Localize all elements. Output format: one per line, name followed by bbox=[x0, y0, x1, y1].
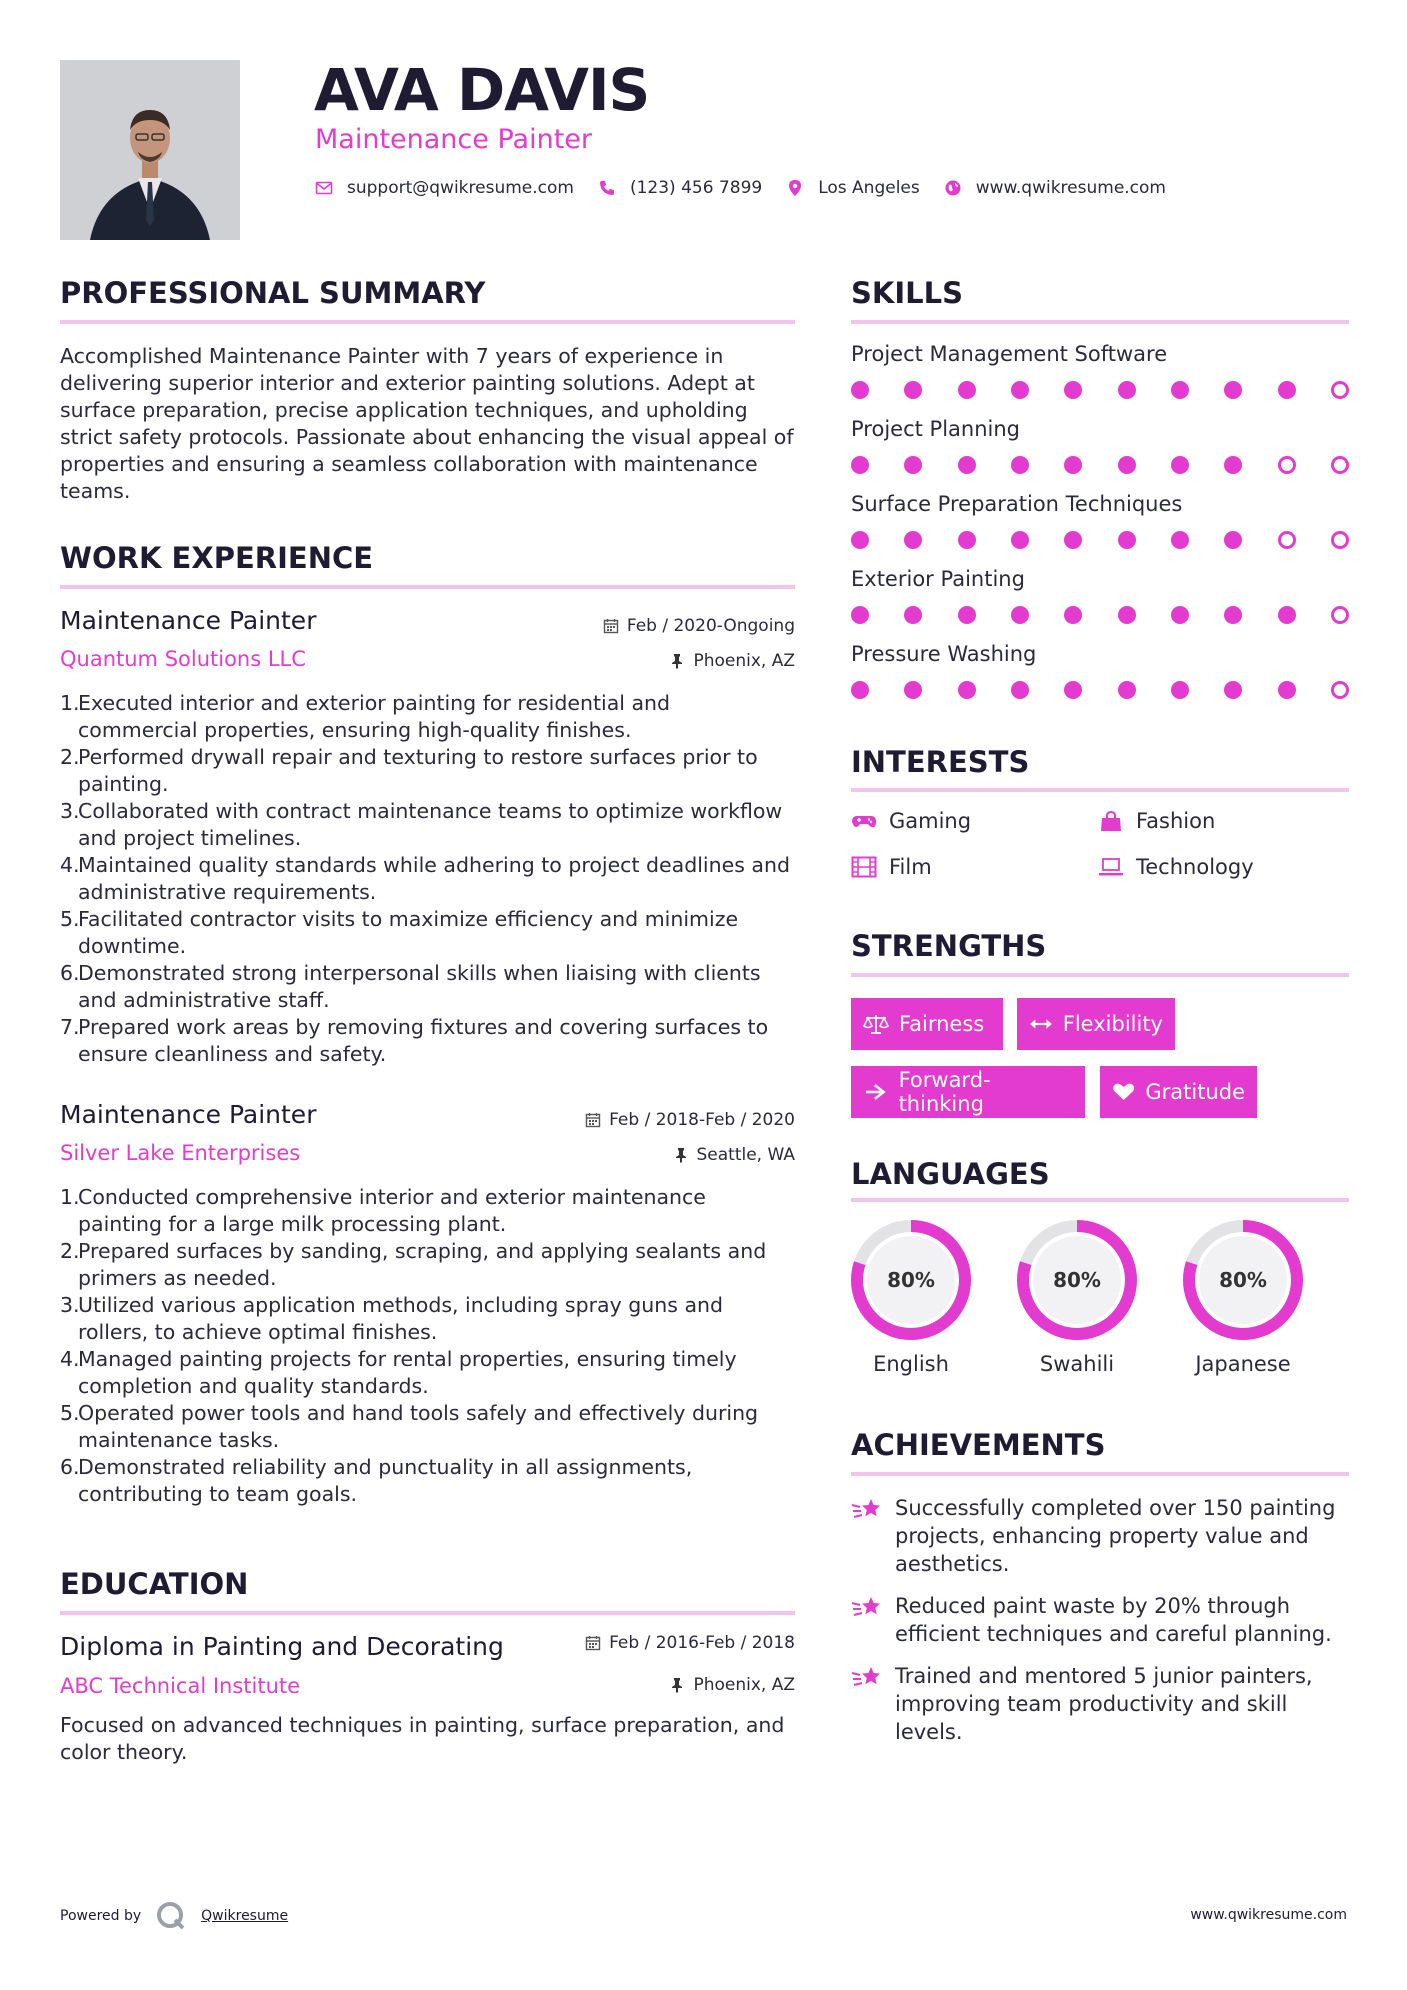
skill-dot-filled bbox=[1064, 606, 1082, 624]
skill-name: Project Management Software bbox=[851, 342, 1168, 366]
skill-dot-filled bbox=[1278, 606, 1296, 624]
contact-phone[interactable] bbox=[598, 178, 762, 198]
list-item: Conducted comprehensive interior and exterior maintenance painting for a large milk processing plant. bbox=[78, 1185, 706, 1236]
job-location bbox=[535, 1145, 795, 1165]
job-dates bbox=[535, 616, 795, 636]
phone-text: (123) 456 7899 bbox=[629, 178, 763, 198]
skill-dot-empty bbox=[1331, 456, 1349, 474]
location-text: Los Angeles bbox=[818, 178, 920, 198]
language-gauge bbox=[849, 1218, 973, 1342]
job-bullets bbox=[60, 690, 795, 1068]
skill-dot-filled bbox=[958, 381, 976, 399]
skill-dot-empty bbox=[1331, 606, 1349, 624]
skill-dot-filled bbox=[1171, 456, 1189, 474]
interest-label: Technology bbox=[1136, 855, 1254, 879]
job-location-text: Seattle, WA bbox=[696, 1145, 795, 1165]
film-icon bbox=[851, 856, 877, 878]
skill-rating bbox=[851, 681, 1349, 699]
achievement-text: Trained and mentored 5 junior painters, improving team productivity and skill levels. bbox=[895, 1664, 1313, 1744]
strength-tag bbox=[851, 1066, 1085, 1118]
interest-label: Gaming bbox=[889, 809, 972, 833]
language-item bbox=[1181, 1218, 1305, 1376]
list-item: Operated power tools and hand tools safely and effectively during maintenance tasks. bbox=[78, 1401, 759, 1452]
footer-powered-by bbox=[60, 1900, 288, 1932]
list-item: Utilized various application methods, including spray guns and rollers, to achieve optimal finishes. bbox=[78, 1293, 724, 1344]
skill-dot-filled bbox=[1011, 681, 1029, 699]
job-dates-text: Feb / 2018-Feb / 2020 bbox=[609, 1110, 795, 1130]
strength-tag bbox=[851, 998, 1003, 1050]
skill-dot-filled bbox=[958, 606, 976, 624]
strength-label: Flexibility bbox=[1062, 1012, 1163, 1036]
globe-icon bbox=[944, 179, 962, 197]
school-name: ABC Technical Institute bbox=[60, 1674, 301, 1698]
skill-dot-filled bbox=[1064, 381, 1082, 399]
skill-dot-filled bbox=[1224, 531, 1242, 549]
arrows-horizontal-icon bbox=[1029, 1013, 1053, 1035]
website-text: www.qwikresume.com bbox=[975, 178, 1166, 198]
profile-photo bbox=[60, 60, 240, 240]
shopping-bag-icon bbox=[1098, 810, 1124, 832]
job-location-text: Phoenix, AZ bbox=[693, 651, 795, 671]
interests-divider bbox=[851, 788, 1349, 792]
list-item: Facilitated contractor visits to maximize efficiency and minimize downtime. bbox=[78, 907, 739, 958]
skill-dot-empty bbox=[1331, 381, 1349, 399]
candidate-title: Maintenance Painter bbox=[315, 124, 592, 155]
contact-email[interactable] bbox=[315, 178, 574, 198]
education-dates bbox=[535, 1633, 795, 1653]
skill-dot-filled bbox=[1118, 531, 1136, 549]
list-item: Managed painting projects for rental properties, ensuring timely completion and quality standards. bbox=[78, 1347, 737, 1398]
achievement-item bbox=[851, 1662, 1361, 1746]
skill-name: Project Planning bbox=[851, 417, 1020, 441]
email-text: support@qwikresume.com bbox=[347, 178, 574, 198]
list-item: Prepared surfaces by sanding, scraping, and applying sealants and primers as needed. bbox=[78, 1239, 767, 1290]
strengths-heading: STRENGTHS bbox=[851, 929, 1047, 963]
job-bullets bbox=[60, 1184, 795, 1508]
summary-text: Accomplished Maintenance Painter with 7 years of experience in delivering superior interior and exterior painting solutions. Adept at surface preparation, precise application techniques, and upholding strict safety protocols. Passionate about enhancing the visual appeal of properties and ensuring a seamless collaboration with maintenance teams. bbox=[60, 344, 794, 503]
language-percent: 80% bbox=[1219, 1268, 1267, 1292]
skill-dot-filled bbox=[904, 531, 922, 549]
summary-heading: PROFESSIONAL SUMMARY bbox=[60, 276, 486, 310]
calendar-icon bbox=[603, 618, 619, 634]
skill-dot-filled bbox=[851, 381, 869, 399]
skill-dot-filled bbox=[1064, 531, 1082, 549]
degree-title: Diploma in Painting and Decorating bbox=[60, 1632, 504, 1661]
language-gauge bbox=[1181, 1218, 1305, 1342]
experience-heading: WORK EXPERIENCE bbox=[60, 541, 374, 575]
skill-dot-filled bbox=[904, 606, 922, 624]
map-pin-icon bbox=[786, 179, 804, 197]
summary-divider bbox=[60, 320, 795, 324]
list-item: Maintained quality standards while adhering to project deadlines and administrative requirements. bbox=[78, 853, 790, 904]
skill-dot-filled bbox=[958, 531, 976, 549]
shooting-star-icon bbox=[851, 1496, 885, 1524]
strengths-divider bbox=[851, 973, 1349, 977]
languages-divider bbox=[851, 1198, 1349, 1202]
skill-dot-filled bbox=[904, 456, 922, 474]
skill-dot-filled bbox=[1171, 681, 1189, 699]
language-percent: 80% bbox=[1053, 1268, 1101, 1292]
job-location bbox=[535, 651, 795, 671]
pushpin-icon bbox=[669, 1677, 685, 1693]
company-name: Quantum Solutions LLC bbox=[60, 647, 306, 671]
language-item bbox=[849, 1218, 973, 1376]
interest-label: Film bbox=[889, 855, 932, 879]
language-gauge bbox=[1015, 1218, 1139, 1342]
skill-dot-filled bbox=[1171, 381, 1189, 399]
interests-heading: INTERESTS bbox=[851, 745, 1030, 779]
skill-dot-filled bbox=[1118, 681, 1136, 699]
languages-heading: LANGUAGES bbox=[851, 1157, 1050, 1191]
strength-label: Fairness bbox=[899, 1012, 985, 1036]
skill-dot-empty bbox=[1331, 681, 1349, 699]
skills-heading: SKILLS bbox=[851, 276, 963, 310]
envelope-icon bbox=[315, 179, 333, 197]
job-dates bbox=[535, 1110, 795, 1130]
interest-item bbox=[851, 809, 971, 833]
company-name: Silver Lake Enterprises bbox=[60, 1141, 301, 1165]
achievement-item bbox=[851, 1494, 1361, 1578]
list-item: Executed interior and exterior painting for residential and commercial properties, ensuring high-quality finishes. bbox=[78, 691, 671, 742]
interest-item bbox=[851, 855, 932, 879]
skill-dot-filled bbox=[1171, 606, 1189, 624]
skill-dot-filled bbox=[1011, 531, 1029, 549]
language-percent: 80% bbox=[887, 1268, 935, 1292]
gamepad-icon bbox=[851, 810, 877, 832]
achievement-text: Successfully completed over 150 painting projects, enhancing property value and aesthetics. bbox=[895, 1496, 1336, 1576]
job-title: Maintenance Painter bbox=[60, 1100, 317, 1129]
strength-tag bbox=[1100, 1066, 1257, 1118]
contact-location bbox=[786, 178, 920, 198]
heart-icon bbox=[1112, 1081, 1135, 1103]
interest-label: Fashion bbox=[1136, 809, 1216, 833]
strength-label: Gratitude bbox=[1145, 1080, 1245, 1104]
language-name: Japanese bbox=[1195, 1352, 1291, 1376]
powered-by-label: Powered by bbox=[60, 1908, 142, 1924]
skill-dot-filled bbox=[1224, 456, 1242, 474]
contact-bar bbox=[315, 178, 1190, 198]
skill-dot-empty bbox=[1278, 531, 1296, 549]
brand-link[interactable]: Qwikresume bbox=[201, 1908, 289, 1924]
education-dates-text: Feb / 2016-Feb / 2018 bbox=[609, 1633, 795, 1653]
skill-dot-filled bbox=[1118, 381, 1136, 399]
interest-item bbox=[1098, 809, 1215, 833]
skills-divider bbox=[851, 320, 1349, 324]
skill-rating bbox=[851, 531, 1349, 549]
skill-dot-filled bbox=[851, 681, 869, 699]
education-location-text: Phoenix, AZ bbox=[693, 1675, 795, 1695]
achievement-item bbox=[851, 1592, 1361, 1648]
qwikresume-logo-icon bbox=[155, 1900, 187, 1932]
job-title: Maintenance Painter bbox=[60, 606, 317, 635]
laptop-icon bbox=[1098, 856, 1124, 878]
skill-dot-filled bbox=[1224, 606, 1242, 624]
strength-tag bbox=[1017, 998, 1175, 1050]
skill-dot-filled bbox=[1011, 606, 1029, 624]
experience-divider bbox=[60, 585, 795, 589]
arrow-right-icon bbox=[863, 1081, 889, 1103]
phone-icon bbox=[598, 179, 616, 197]
skill-dot-filled bbox=[1224, 681, 1242, 699]
skill-rating bbox=[851, 606, 1349, 624]
calendar-icon bbox=[585, 1112, 601, 1128]
shooting-star-icon bbox=[851, 1594, 885, 1622]
skill-dot-filled bbox=[1278, 381, 1296, 399]
candidate-name: AVA DAVIS bbox=[314, 56, 650, 124]
job-dates-text: Feb / 2020-Ongoing bbox=[626, 616, 795, 636]
achievement-text: Reduced paint waste by 20% through efficient techniques and careful planning. bbox=[895, 1594, 1332, 1646]
language-name: English bbox=[873, 1352, 949, 1376]
pushpin-icon bbox=[669, 653, 685, 669]
skill-dot-filled bbox=[1224, 381, 1242, 399]
skill-dot-filled bbox=[851, 606, 869, 624]
strength-label: Forward-thinking bbox=[898, 1068, 991, 1116]
skill-dot-filled bbox=[1011, 381, 1029, 399]
skill-dot-filled bbox=[851, 456, 869, 474]
balance-scale-icon bbox=[863, 1013, 889, 1035]
list-item: Prepared work areas by removing fixtures and covering surfaces to ensure cleanliness and safety. bbox=[78, 1015, 769, 1066]
interest-item bbox=[1098, 855, 1254, 879]
list-item: Performed drywall repair and texturing to restore surfaces prior to painting. bbox=[78, 745, 758, 796]
education-heading: EDUCATION bbox=[60, 1567, 249, 1601]
achievements-heading: ACHIEVEMENTS bbox=[851, 1428, 1106, 1462]
skill-rating bbox=[851, 381, 1349, 399]
calendar-icon bbox=[585, 1635, 601, 1651]
skill-dot-filled bbox=[851, 531, 869, 549]
education-divider bbox=[60, 1611, 795, 1615]
skill-dot-filled bbox=[1118, 606, 1136, 624]
skill-dot-filled bbox=[958, 681, 976, 699]
skill-dot-filled bbox=[958, 456, 976, 474]
skill-name: Exterior Painting bbox=[851, 567, 1025, 591]
skill-dot-empty bbox=[1331, 531, 1349, 549]
list-item: Collaborated with contract maintenance teams to optimize workflow and project timelines. bbox=[78, 799, 783, 850]
skill-dot-filled bbox=[1064, 681, 1082, 699]
footer-website[interactable]: www.qwikresume.com bbox=[1190, 1907, 1347, 1923]
language-item bbox=[1015, 1218, 1139, 1376]
skill-name: Surface Preparation Techniques bbox=[851, 492, 1183, 516]
skill-rating bbox=[851, 456, 1349, 474]
skill-dot-empty bbox=[1278, 456, 1296, 474]
shooting-star-icon bbox=[851, 1664, 885, 1692]
skill-name: Pressure Washing bbox=[851, 642, 1037, 666]
skill-dot-filled bbox=[1064, 456, 1082, 474]
skill-dot-filled bbox=[1278, 681, 1296, 699]
skill-dot-filled bbox=[904, 381, 922, 399]
skill-dot-filled bbox=[1171, 531, 1189, 549]
education-location bbox=[535, 1675, 795, 1695]
skill-dot-filled bbox=[1118, 456, 1136, 474]
achievements-divider bbox=[851, 1472, 1349, 1476]
education-description: Focused on advanced techniques in painting, surface preparation, and color theory. bbox=[60, 1713, 785, 1764]
pushpin-icon bbox=[673, 1147, 689, 1163]
list-item: Demonstrated reliability and punctuality in all assignments, contributing to team goals. bbox=[78, 1455, 693, 1506]
skill-dot-filled bbox=[1011, 456, 1029, 474]
contact-website[interactable] bbox=[944, 178, 1166, 198]
language-name: Swahili bbox=[1039, 1352, 1115, 1376]
skill-dot-filled bbox=[904, 681, 922, 699]
list-item: Demonstrated strong interpersonal skills when liaising with clients and administrative staff. bbox=[78, 961, 761, 1012]
